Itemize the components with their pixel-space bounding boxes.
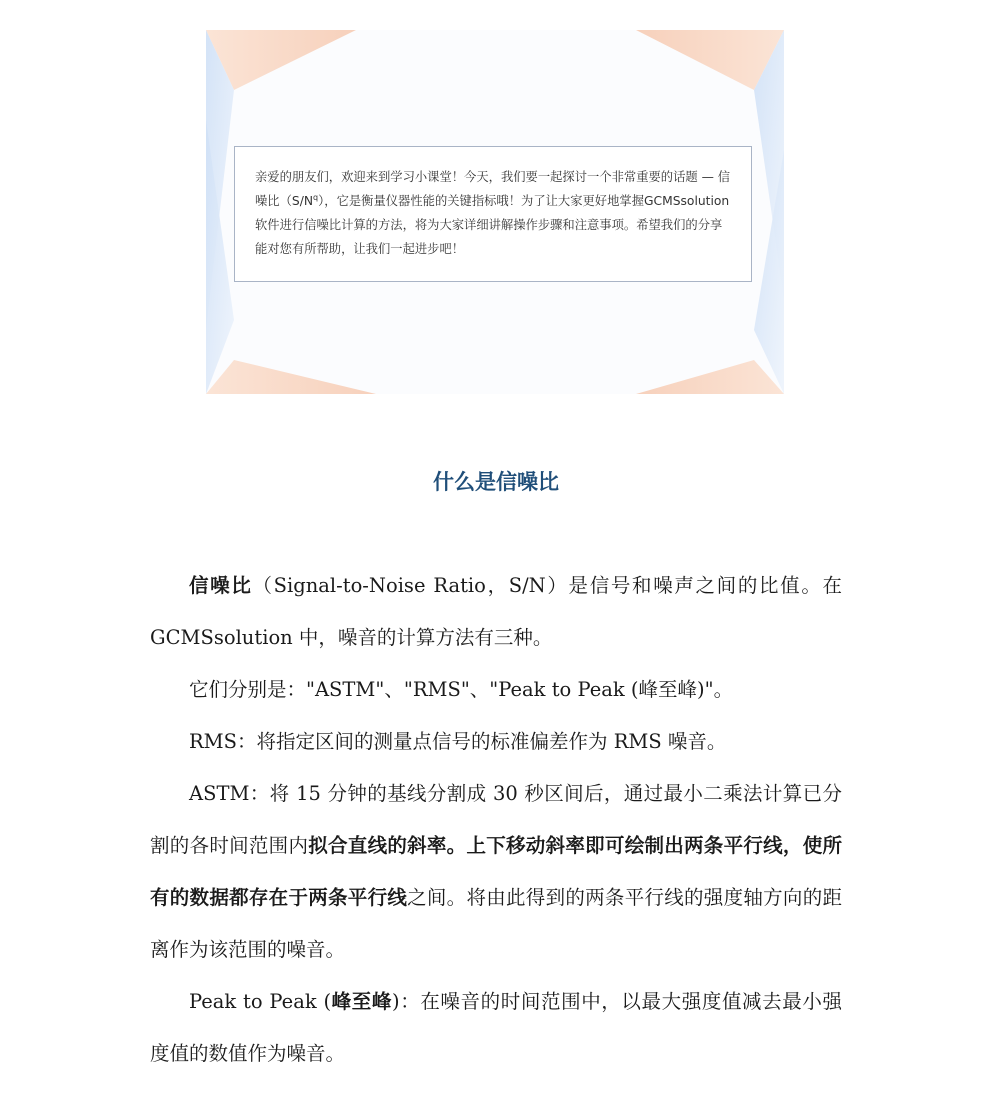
paragraph-peak-to-peak: Peak to Peak (峰至峰)：在噪音的时间范围中，以最大强度值减去最小强度值的数值作为噪音。 bbox=[150, 990, 842, 1065]
intro-superscript: q bbox=[313, 192, 319, 202]
paragraph-methods: 它们分别是："ASTM"、"RMS"、"Peak to Peak (峰至峰)"。 bbox=[189, 678, 734, 701]
intro-box bbox=[234, 146, 752, 282]
corner-shape-br-peach bbox=[636, 360, 784, 394]
paragraph-astm: ASTM：将 15 分钟的基线分割成 30 秒区间后，通过最小二乘法计算已分割的各时间范围内拟合直线的斜率。上下移动斜率即可绘制出两条平行线，使所有的数据都存在于两条平行线之间。将由此得到的两条平行线的强度轴方向的距离作为该范围的噪音。 bbox=[150, 782, 842, 961]
article-body bbox=[150, 560, 842, 1080]
paragraph-definition: 信噪比（Signal-to-Noise Ratio，S/N）是信号和噪声之间的比值。在 GCMSsolution 中，噪音的计算方法有三种。 bbox=[150, 574, 842, 649]
intro-text: 亲爱的朋友们，欢迎来到学习小课堂！今天，我们要一起探讨一个非常重要的话题 — 信噪比$(S/N^q)$，它是衡量仪器性能的关键指标哦！为了让大家更好地掌握GCMSsolution软件进行信噪比计算的方法，将为大家详细讲解操作步骤和注意事项。希望我们的分享能对您有所帮助，让我们一起进步吧！ bbox=[255, 170, 731, 256]
peak-bold-text: 峰至峰 bbox=[331, 990, 392, 1013]
section-title: 什么是信噪比 bbox=[433, 470, 559, 494]
term-bold: 信噪比 bbox=[189, 574, 253, 597]
corner-shape-bl-peach bbox=[206, 360, 376, 394]
astm-bold-text: 拟合直线的斜率。上下移动斜率即可绘制出两条平行线，使所有的数据都存在于两条平行线 bbox=[150, 834, 842, 909]
paragraph-rms: RMS：将指定区间的测量点信号的标准偏差作为 RMS 噪音。 bbox=[189, 730, 727, 753]
